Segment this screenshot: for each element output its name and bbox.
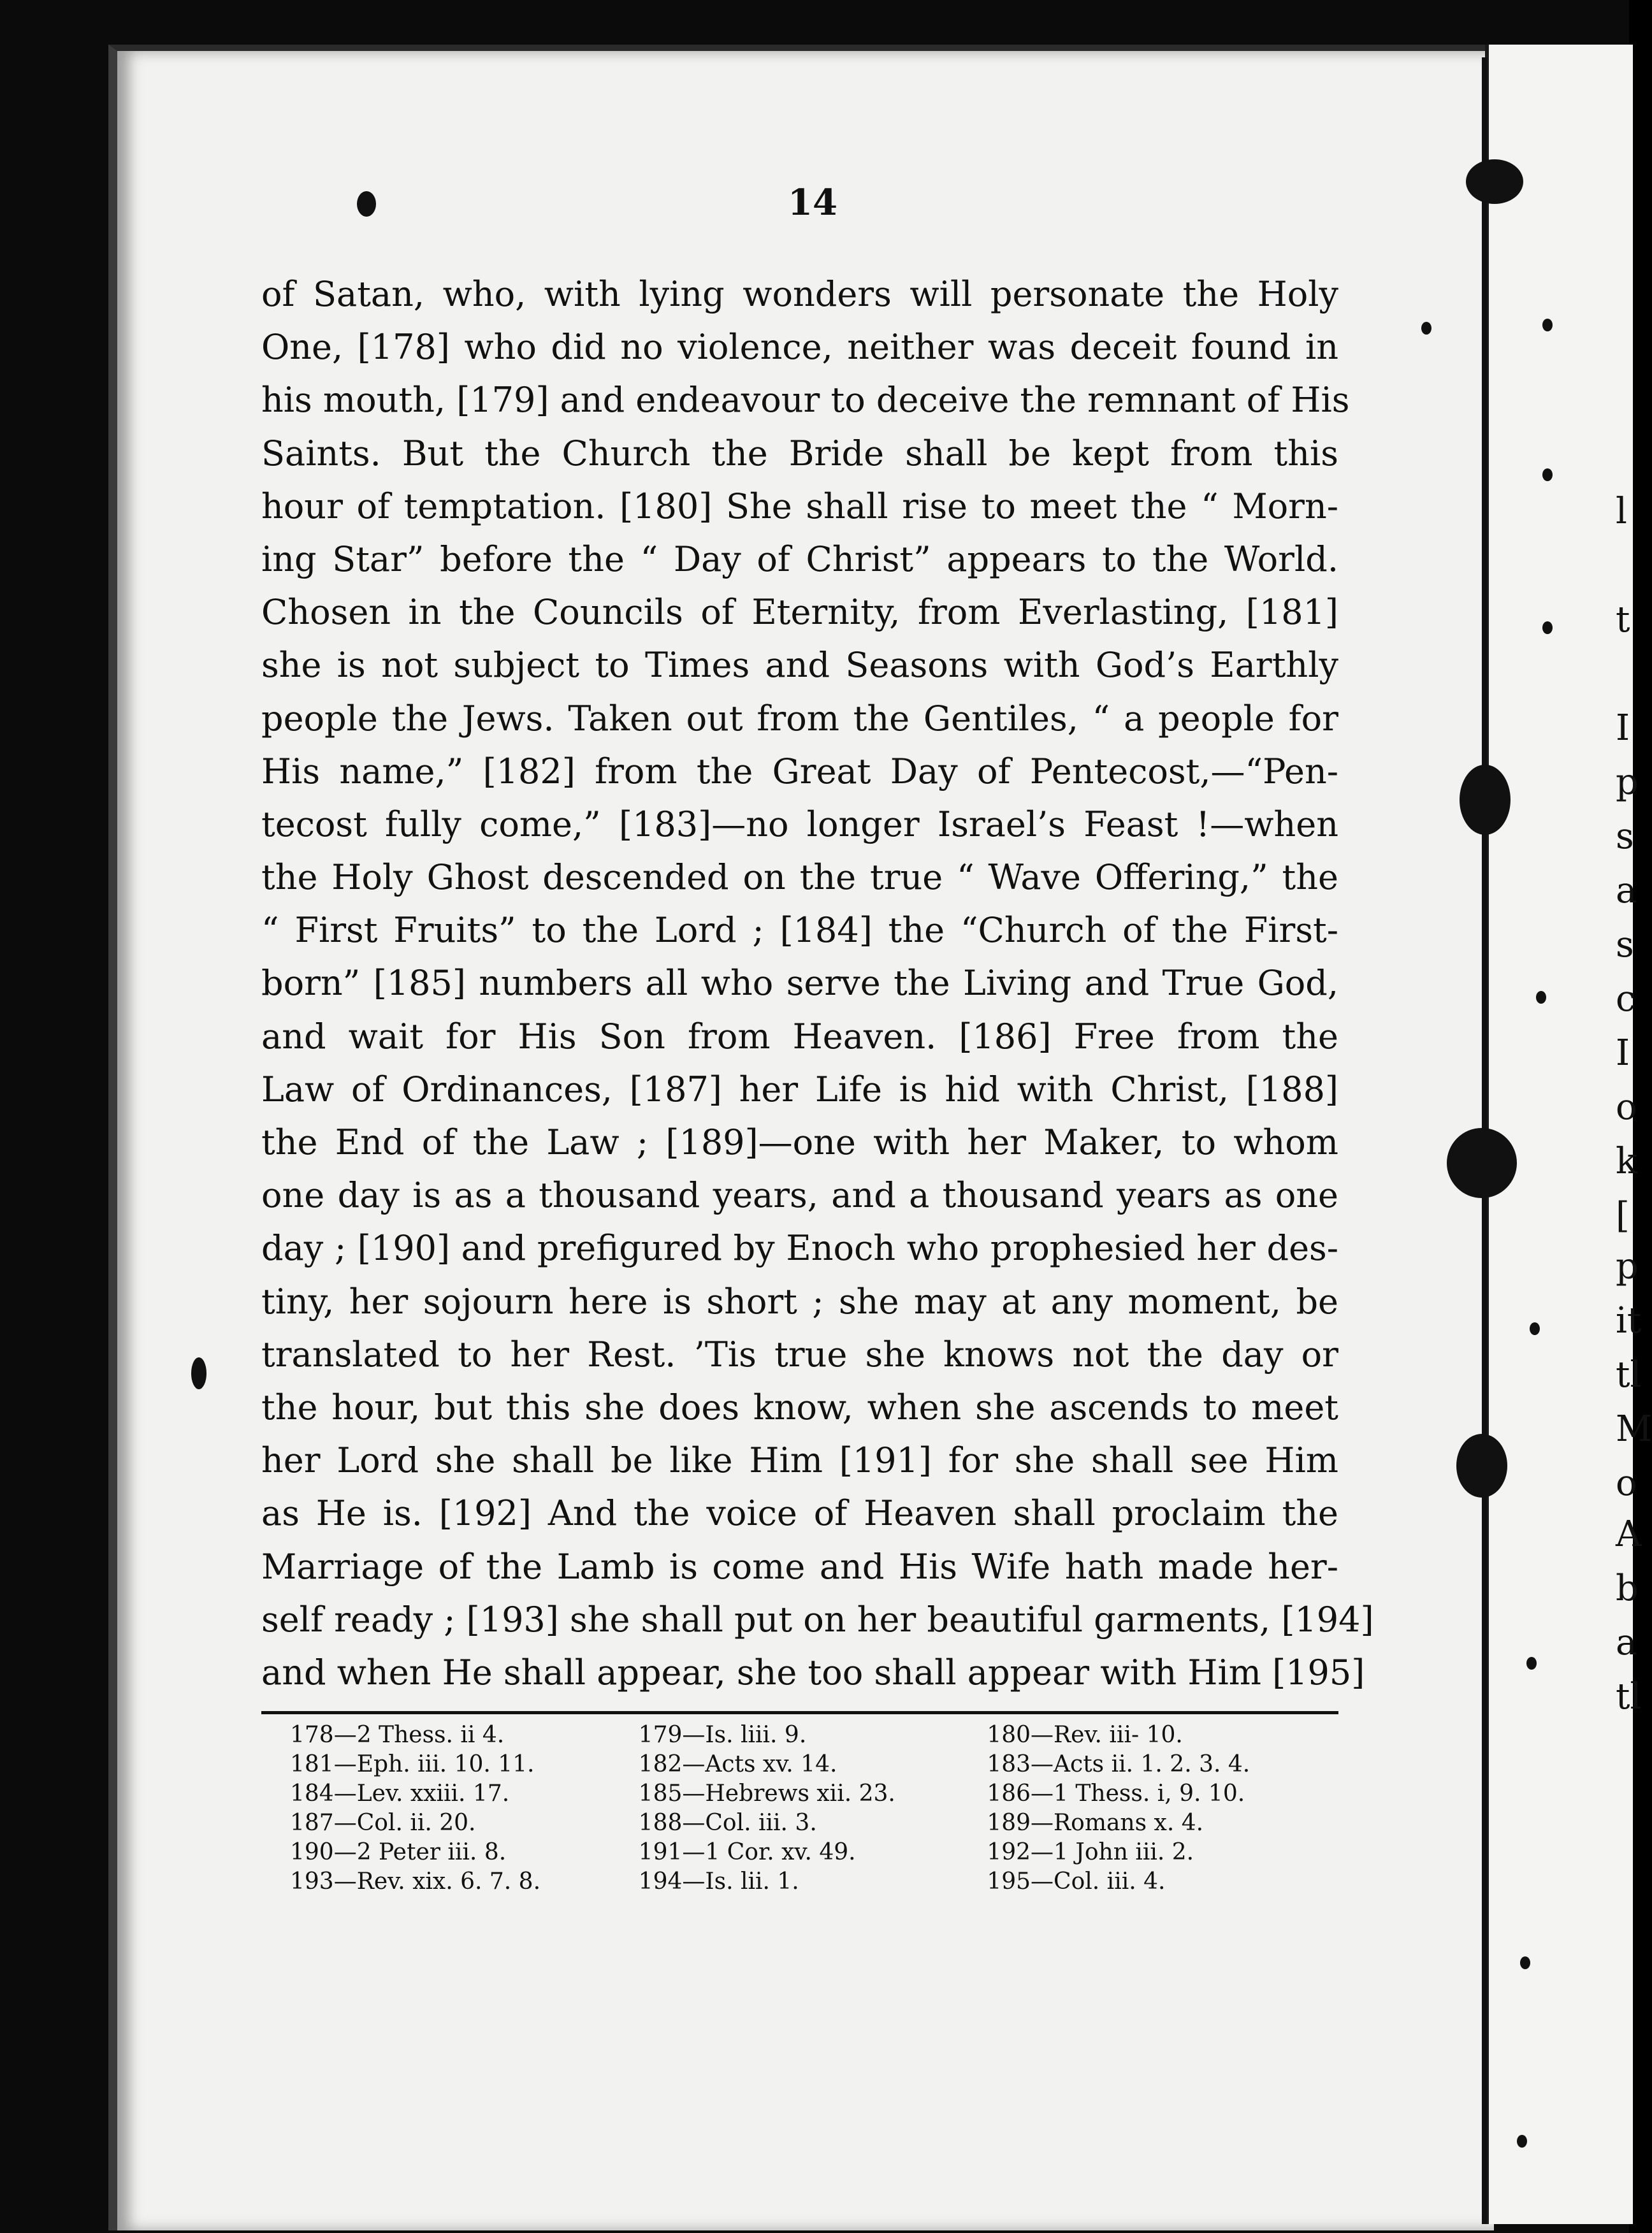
text-line: born” [185] numbers all who serve the Living and True God,: [261, 963, 1338, 1004]
text-line: the hour, but this she does know, when she ascends to meet: [261, 1387, 1338, 1427]
text-line: Chosen in the Councils of Eternity, from Everlasting, [181]: [261, 592, 1338, 633]
right-page-fragment: I: [1616, 707, 1630, 749]
footnote-reference: 185—Hebrews xii. 23.: [638, 1781, 895, 1807]
footnote-reference: 180—Rev. iii- 10.: [987, 1722, 1183, 1748]
ink-blot: [1466, 159, 1523, 204]
footnote-reference: 192—1 John iii. 2.: [987, 1839, 1194, 1865]
right-page-fragment: t: [1616, 599, 1630, 640]
text-line: the End of the Law ; [189]—one with her Maker, to whom: [261, 1122, 1338, 1162]
text-line: ing Star” before the “ Day of Christ” appears to the World.: [261, 538, 1338, 579]
footnote-reference: 194—Is. lii. 1.: [638, 1868, 799, 1895]
right-page-edge: [1485, 45, 1636, 2224]
footnotes: [290, 1721, 1335, 1897]
footnote-reference: 190—2 Peter iii. 8.: [290, 1839, 507, 1865]
body-text: [261, 268, 1374, 1699]
footnote-row: [290, 1809, 1335, 1838]
stitch-hole: [1520, 1956, 1530, 1969]
text-line: as He is. [192] And the voice of Heaven shall proclaim the: [261, 1493, 1338, 1534]
text-line: one day is as a thousand years, and a thousand years as one: [261, 1175, 1338, 1216]
right-page-fragment: a: [1616, 1622, 1637, 1663]
right-page-fragment: M: [1616, 1408, 1652, 1450]
text-line: “ First Fruits” to the Lord ; [184] the “Church of the First-: [261, 910, 1338, 951]
footnote-reference: 189—Romans x. 4.: [987, 1810, 1204, 1836]
footnote-reference: 195—Col. iii. 4.: [987, 1868, 1166, 1895]
page-number: 14: [788, 182, 837, 224]
text-line: and when He shall appear, she too shall appear with Him [195]: [261, 1652, 1365, 1693]
text-line: tecost fully come,” [183]—no longer Israel’s Feast !—when: [261, 804, 1338, 844]
text-line: her Lord she shall be like Him [191] for she shall see Him: [261, 1440, 1338, 1481]
text-line: the Holy Ghost descended on the true “ Wave Offering,” the: [261, 857, 1338, 898]
right-page-fragment: o: [1616, 1463, 1637, 1504]
footnote-row: [290, 1779, 1335, 1809]
text-line: self ready ; [193] she shall put on her beautiful garments, [194]: [261, 1599, 1374, 1640]
footnote-row: [290, 1721, 1335, 1750]
footnote-reference: 183—Acts ii. 1. 2. 3. 4.: [987, 1751, 1250, 1777]
footnote-row: [290, 1867, 1335, 1897]
text-line: tiny, her sojourn here is short ; she may at any moment, be: [261, 1281, 1338, 1322]
text-line: day ; [190] and prefigured by Enoch who prophesied her des-: [261, 1228, 1338, 1269]
ink-blot: [1447, 1128, 1517, 1198]
text-line: One, [178] who did no violence, neither was deceit found in: [261, 327, 1338, 368]
right-page-fragment: tl: [1616, 1676, 1642, 1717]
right-page-fragment: p: [1616, 762, 1639, 803]
stitch-hole: [1542, 621, 1553, 634]
text-line: Law of Ordinances, [187] her Life is hid with Christ, [188]: [261, 1069, 1338, 1109]
text-line: translated to her Rest. ’Tis true she knows not the day or: [261, 1334, 1338, 1375]
stitch-hole: [1517, 2135, 1527, 2148]
text-line: people the Jews. Taken out from the Gentiles, “ a people for: [261, 698, 1338, 739]
stitch-hole: [1526, 1657, 1537, 1670]
footnote-row: [290, 1838, 1335, 1867]
right-page-fragment: A: [1616, 1514, 1642, 1555]
stitch-hole: [1536, 991, 1546, 1004]
footnote-rule: [261, 1711, 1338, 1714]
footnote-reference: 186—1 Thess. i, 9. 10.: [987, 1781, 1245, 1807]
footnote-reference: 179—Is. liii. 9.: [638, 1722, 807, 1748]
footnote-reference: 187—Col. ii. 20.: [290, 1810, 476, 1836]
text-line: of Satan, who, with lying wonders will personate the Holy: [261, 274, 1338, 314]
right-page-fragment: k: [1616, 1141, 1637, 1182]
right-page-fragment: I: [1616, 1032, 1630, 1074]
footnote-reference: 178—2 Thess. ii 4.: [290, 1722, 505, 1748]
stitch-hole: [1530, 1322, 1540, 1335]
right-page-fragment: b: [1616, 1568, 1639, 1609]
ink-blot: [1456, 1434, 1507, 1498]
footnote-reference: 193—Rev. xix. 6. 7. 8.: [290, 1868, 541, 1895]
right-page-fragment: o: [1616, 1087, 1637, 1128]
footnote-reference: 191—1 Cor. xv. 49.: [638, 1839, 856, 1865]
right-page-fragment: [: [1616, 1195, 1630, 1236]
text-line: and wait for His Son from Heaven. [186] Free from the: [261, 1016, 1338, 1057]
right-page-fragment: p: [1616, 1246, 1639, 1287]
footnote-reference: 181—Eph. iii. 10. 11.: [290, 1751, 535, 1777]
right-page-fragment: tl: [1616, 1354, 1642, 1396]
footnote-reference: 182—Acts xv. 14.: [638, 1751, 837, 1777]
stitch-hole: [1542, 319, 1553, 331]
ink-blot: [191, 1357, 207, 1389]
text-line: Saints. But the Church the Bride shall be kept from this: [261, 433, 1338, 473]
ink-blot: [357, 191, 376, 217]
text-line: she is not subject to Times and Seasons with God’s Earthly: [261, 645, 1338, 686]
ink-blot: [1460, 765, 1511, 835]
stitch-hole: [1542, 468, 1553, 481]
footnote-reference: 188—Col. iii. 3.: [638, 1810, 817, 1836]
footnote-reference: 184—Lev. xxiii. 17.: [290, 1781, 510, 1807]
right-page-fragment: l: [1616, 491, 1627, 532]
right-page-fragment: a: [1616, 870, 1637, 911]
right-page-fragment: s: [1616, 924, 1634, 965]
text-line: his mouth, [179] and endeavour to deceive the remnant of His: [261, 380, 1350, 421]
footnote-row: [290, 1750, 1335, 1779]
text-line: Marriage of the Lamb is come and His Wife hath made her-: [261, 1546, 1338, 1587]
text-line: His name,” [182] from the Great Day of Pentecost,—“Pen-: [261, 751, 1338, 791]
right-page-fragment: c: [1616, 978, 1636, 1020]
right-page-fragment: s: [1616, 816, 1634, 857]
right-page-fragment: it: [1616, 1300, 1642, 1341]
text-line: hour of temptation. [180] She shall rise to meet the “ Morn-: [261, 486, 1338, 526]
stitch-hole: [1421, 322, 1431, 335]
